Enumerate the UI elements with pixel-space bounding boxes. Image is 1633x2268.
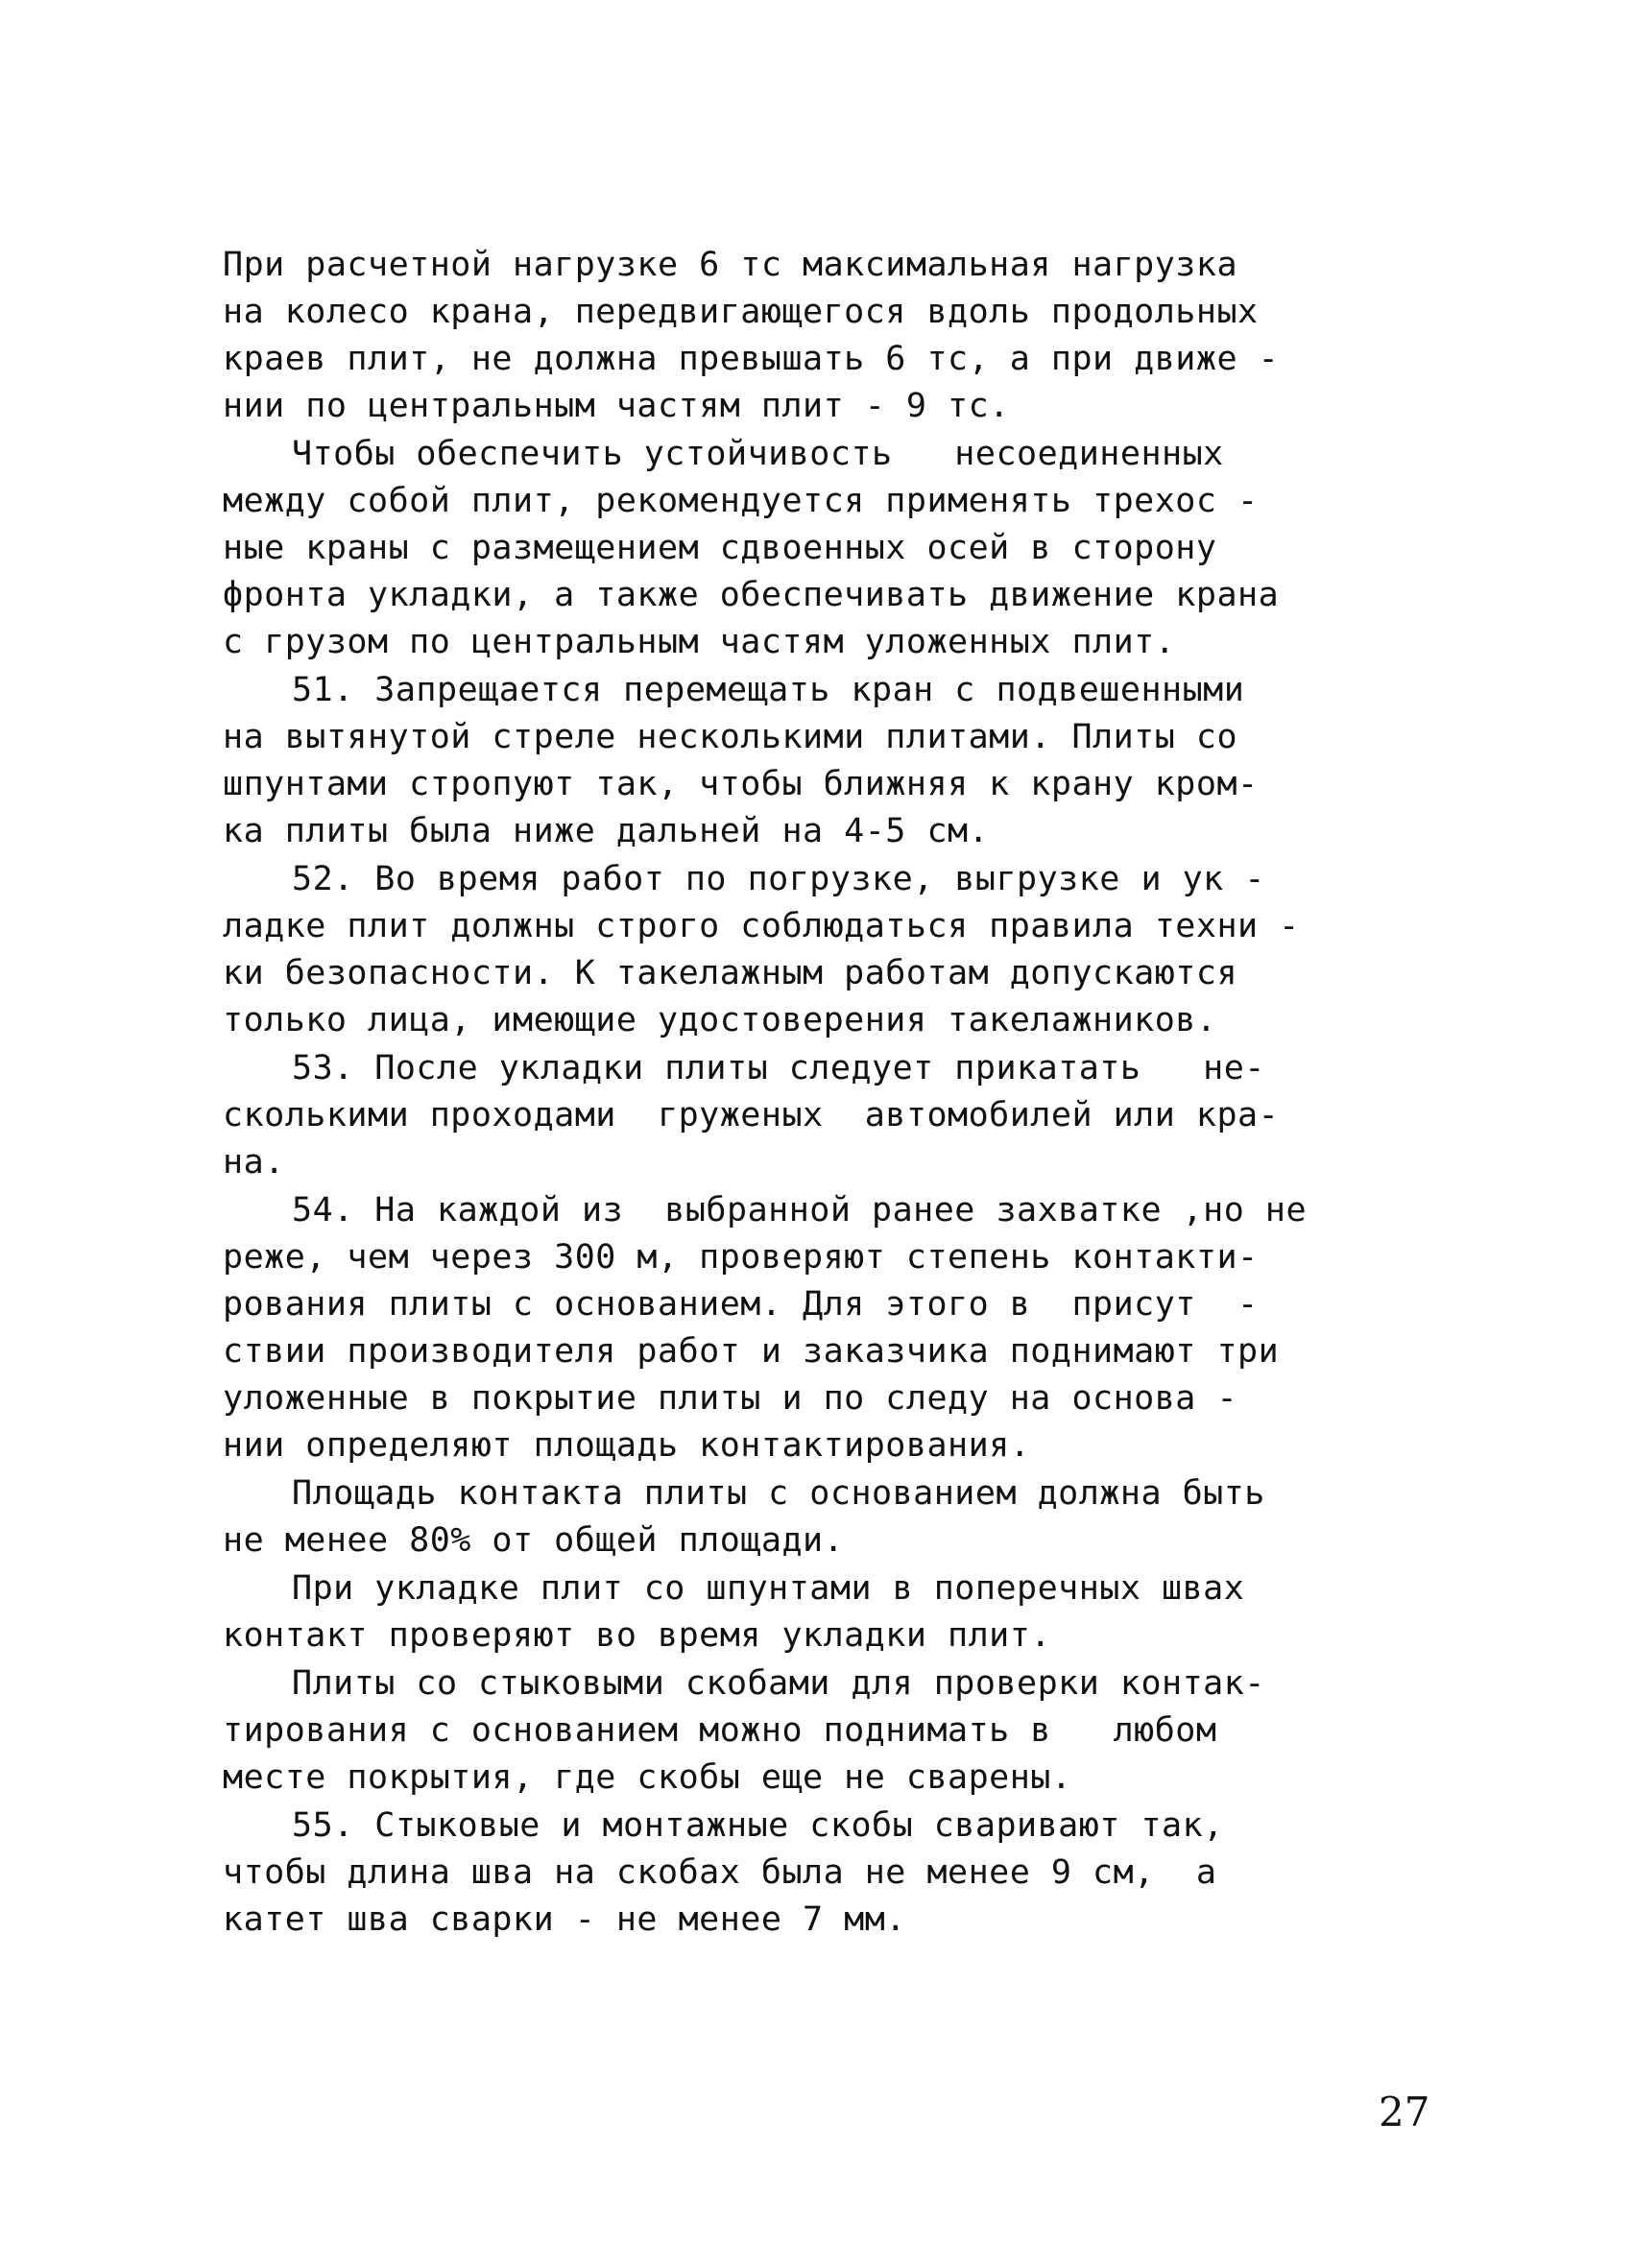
text-line: ка плиты была ниже дальней на 4-5 см. <box>223 812 990 850</box>
text-line: нии по центральным частям плит - 9 тс. <box>223 387 1010 425</box>
paragraph-tongue-plates <box>223 1565 1442 1659</box>
document-body <box>223 242 1442 1944</box>
text-line: 54. На каждой из выбранной ранее захватке ,но не <box>292 1191 1308 1229</box>
paragraph-55 <box>223 1802 1442 1944</box>
paragraph-54 <box>223 1187 1442 1469</box>
text-line: сколькими проходами груженых автомобилей или кра- <box>223 1096 1280 1134</box>
text-line: При укладке плит со шпунтами в поперечных швах <box>292 1569 1245 1608</box>
text-line: Площадь контакта плиты с основанием должна быть <box>292 1474 1265 1513</box>
text-line: фронта укладки, а также обеспечивать движение крана <box>223 576 1280 614</box>
text-line: месте покрытия, где скобы еще не сварены. <box>223 1758 1072 1797</box>
text-line: краев плит, не должна превышать 6 тс, а при движе - <box>223 340 1280 378</box>
text-line: ные краны с размещением сдвоенных осей в сторону <box>223 529 1217 567</box>
text-line: рования плиты с основанием. Для этого в присут - <box>223 1285 1259 1324</box>
text-line: ствии производителя работ и заказчика поднимают три <box>223 1332 1280 1371</box>
paragraph-butt-brackets <box>223 1660 1442 1802</box>
paragraph-stability <box>223 431 1442 666</box>
paragraph-51 <box>223 667 1442 855</box>
paragraph-53 <box>223 1045 1442 1186</box>
text-line: уложенные в покрытие плиты и по следу на основа - <box>223 1379 1238 1418</box>
paragraph-contact-area <box>223 1470 1442 1564</box>
text-line: на. <box>223 1143 285 1182</box>
text-line: между собой плит, рекомендуется применять трехос - <box>223 482 1259 520</box>
paragraph-load-limits <box>223 242 1442 430</box>
text-line: тирования с основанием можно поднимать в любом <box>223 1711 1217 1750</box>
text-line: с грузом по центральным частям уложенных плит. <box>223 623 1176 661</box>
text-line: При расчетной нагрузке 6 тс максимальная нагрузка <box>223 246 1238 284</box>
text-line: реже, чем через 300 м, проверяют степень контакти- <box>223 1238 1259 1277</box>
text-line: не менее 80% от общей площади. <box>223 1521 845 1560</box>
text-line: чтобы длина шва на скобах была не менее 9 см, а <box>223 1853 1217 1892</box>
text-line: только лица, имеющие удостоверения такелажников. <box>223 1001 1217 1039</box>
page-number: 27 <box>1379 2089 1430 2136</box>
text-line: на колесо крана, передвигающегося вдоль продольных <box>223 293 1259 331</box>
text-line: 55. Стыковые и монтажные скобы сваривают так, <box>292 1806 1224 1845</box>
text-line: на вытянутой стреле несколькими плитами. Плиты со <box>223 718 1238 756</box>
text-line: ки безопасности. К такелажным работам допускаются <box>223 954 1238 992</box>
text-line: 51. Запрещается перемещать кран с подвешенными <box>292 671 1245 709</box>
text-line: Чтобы обеспечить устойчивость несоединенных <box>292 435 1224 473</box>
text-line: ладке плит должны строго соблюдаться правила техни - <box>223 907 1300 945</box>
text-line: катет шва сварки - не менее 7 мм. <box>223 1900 906 1939</box>
text-line: контакт проверяют во время укладки плит. <box>223 1616 1051 1655</box>
text-line: 53. После укладки плиты следует прикатать не- <box>292 1049 1265 1087</box>
paragraph-52 <box>223 856 1442 1044</box>
text-line: Плиты со стыковыми скобами для проверки контак- <box>292 1664 1265 1703</box>
text-line: шпунтами стропуют так, чтобы ближняя к крану кром- <box>223 765 1259 803</box>
text-line: нии определяют площадь контактирования. <box>223 1426 1031 1465</box>
text-line: 52. Во время работ по погрузке, выгрузке и ук - <box>292 860 1265 898</box>
